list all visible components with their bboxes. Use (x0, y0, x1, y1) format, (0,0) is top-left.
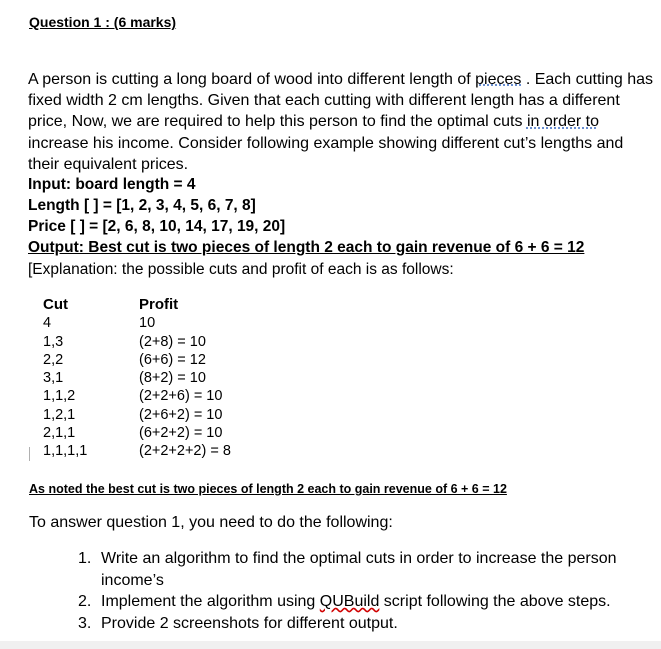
cell-cut: 1,3 (43, 333, 64, 350)
cell-profit: (6+6) = 12 (139, 351, 206, 368)
steps-list (78, 548, 648, 634)
step-qubuild-word: QUBuild (319, 593, 380, 610)
cuts-table (43, 296, 289, 461)
bottom-band (0, 641, 661, 649)
paragraph-part3: increase his income. Consider following example showing different cut’s lengths and their equivalent prices. (28, 134, 624, 173)
table-row (43, 351, 289, 369)
cell-cut: 1,1,1,1 (43, 443, 88, 460)
output-line: Output: Best cut is two pieces of length 2 each to gain revenue of 6 + 6 = 12 (28, 239, 585, 256)
step-number: 3. (78, 614, 92, 632)
question-title: Question 1 : (6 marks) (29, 14, 177, 30)
step-number: 2. (78, 593, 92, 610)
step-text (101, 591, 648, 613)
instructions-intro: To answer question 1, you need to do the following: (29, 514, 393, 531)
table-row (43, 369, 289, 387)
step-text-before: Implement the algorithm using (101, 593, 320, 610)
length-line: Length [ ] = [1, 2, 3, 4, 5, 6, 7, 8] (28, 197, 256, 214)
paragraph-part1: A person is cutting a long board of wood into different length of (28, 71, 476, 88)
cell-profit: (2+8) = 10 (139, 333, 206, 350)
cell-profit: (2+2+6) = 10 (139, 388, 223, 405)
table-row (43, 424, 289, 442)
list-item (78, 548, 648, 591)
table-row (43, 406, 289, 424)
cell-cut: 2,2 (43, 351, 64, 368)
table-row (43, 387, 289, 405)
paragraph-in-order-to: in order to (526, 113, 599, 131)
cell-cut: 1,1,2 (43, 388, 76, 405)
cell-cut: 4 (43, 315, 52, 332)
table-row (43, 333, 289, 351)
step-text: Provide 2 screenshots for different output. (101, 614, 398, 632)
table-row (43, 314, 289, 332)
best-cut-note: As noted the best cut is two pieces of length 2 each to gain revenue of 6 + 6 = 12 (29, 482, 507, 496)
paragraph-part2: . Each cutting has fixed width 2 cm lengths. Given that each cutting with different length has a different price, Now, we are required to help this person to find the optimal cuts (28, 71, 654, 131)
explanation-line: [Explanation: the possible cuts and profit of each is as follows: (28, 261, 454, 278)
cell-cut: 3,1 (43, 370, 64, 387)
cell-profit: (6+2+2) = 10 (139, 425, 223, 442)
input-line: Input: board length = 4 (28, 176, 196, 193)
cell-cut: 2,1,1 (43, 425, 76, 442)
cell-profit: (8+2) = 10 (139, 370, 206, 387)
text-cursor-bar (29, 447, 30, 461)
table-header-row (43, 296, 289, 314)
step-text-after: script following the above steps. (379, 593, 611, 610)
cell-profit: 10 (139, 315, 156, 332)
step-text: Write an algorithm to find the optimal cuts in order to increase the person income’s (101, 550, 617, 589)
step-number: 1. (78, 550, 92, 567)
header-profit: Profit (139, 296, 179, 313)
table-row (43, 442, 289, 460)
paragraph-word-pieces: pieces (475, 71, 522, 88)
list-item (78, 591, 648, 613)
list-item (78, 613, 648, 635)
cell-profit: (2+2+2+2) = 8 (139, 443, 231, 460)
cell-profit: (2+6+2) = 10 (139, 406, 223, 423)
problem-paragraph (28, 69, 658, 175)
cell-cut: 1,2,1 (43, 406, 76, 423)
price-line: Price [ ] = [2, 6, 8, 10, 14, 17, 19, 20] (28, 218, 286, 235)
header-cut: Cut (43, 296, 68, 313)
